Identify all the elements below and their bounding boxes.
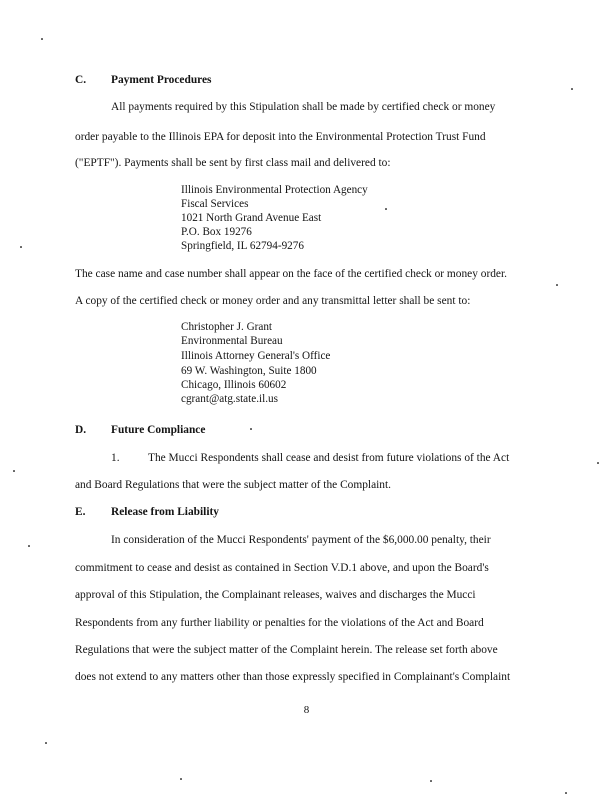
scan-speck [180,778,182,780]
section-e-para-line-4: Respondents from any further liability or penalties for the violations of the Act and Board [75,617,484,629]
section-d-title: Future Compliance [111,424,206,436]
scan-speck [565,792,567,794]
page-number: 8 [303,704,310,716]
scan-speck [20,246,22,248]
scan-speck [385,208,387,210]
scan-speck [13,470,15,472]
scan-speck [250,428,252,430]
section-c-para-line-3: ("EPTF"). Payments shall be sent by first class mail and delivered to: [75,157,391,169]
section-e-para-line-6: does not extend to any matters other than those expressly specified in Complainant's Complaint [75,671,511,683]
scan-speck [28,545,30,547]
section-d-letter: D. [75,424,87,436]
contact-line-1: Christopher J. Grant [181,321,273,333]
section-e-letter: E. [75,506,86,518]
section-e-para-line-5: Regulations that were the subject matter of the Complaint herein. The release set forth above [75,644,498,656]
section-e-para-line-1: In consideration of the Mucci Respondents' payment of the $6,000.00 penalty, their [111,534,491,546]
section-c-title: Payment Procedures [111,74,212,86]
section-d-item-line-2: and Board Regulations that were the subject matter of the Complaint. [75,479,392,491]
section-c-para-line-2: order payable to the Illinois EPA for deposit into the Environmental Protection Trust Fund [75,131,486,143]
scan-speck [571,88,573,90]
address-line-1: Illinois Environmental Protection Agency [181,184,368,196]
section-e-para-line-2: commitment to cease and desist as contained in Section V.D.1 above, and upon the Board's [75,562,489,574]
address-line-4: P.O. Box 19276 [181,226,252,238]
copy-instruction: A copy of the certified check or money order and any transmittal letter shall be sent to: [75,295,471,307]
scan-speck [41,38,43,40]
address-line-3: 1021 North Grand Avenue East [181,212,322,224]
scan-speck [45,742,47,744]
address-line-5: Springfield, IL 62794-9276 [181,240,304,252]
contact-line-2: Environmental Bureau [181,335,283,347]
case-name-instruction: The case name and case number shall appear on the face of the certified check or money order. [75,268,508,280]
section-d-item-number: 1. [111,452,120,464]
scan-speck [556,284,558,286]
section-e-para-line-3: approval of this Stipulation, the Complainant releases, waives and discharges the Mucci [75,589,476,601]
section-c-para-line-1: All payments required by this Stipulation shall be made by certified check or money [111,101,496,113]
contact-email: cgrant@atg.state.il.us [181,393,278,405]
contact-line-5: Chicago, Illinois 60602 [181,379,287,391]
scan-speck [430,780,432,782]
contact-line-3: Illinois Attorney General's Office [181,350,331,362]
address-line-2: Fiscal Services [181,198,249,210]
contact-line-4: 69 W. Washington, Suite 1800 [181,365,317,377]
section-c-letter: C. [75,74,87,86]
section-d-item-line-1: The Mucci Respondents shall cease and desist from future violations of the Act [148,452,510,464]
section-e-title: Release from Liability [111,506,219,518]
scan-speck [597,462,599,464]
